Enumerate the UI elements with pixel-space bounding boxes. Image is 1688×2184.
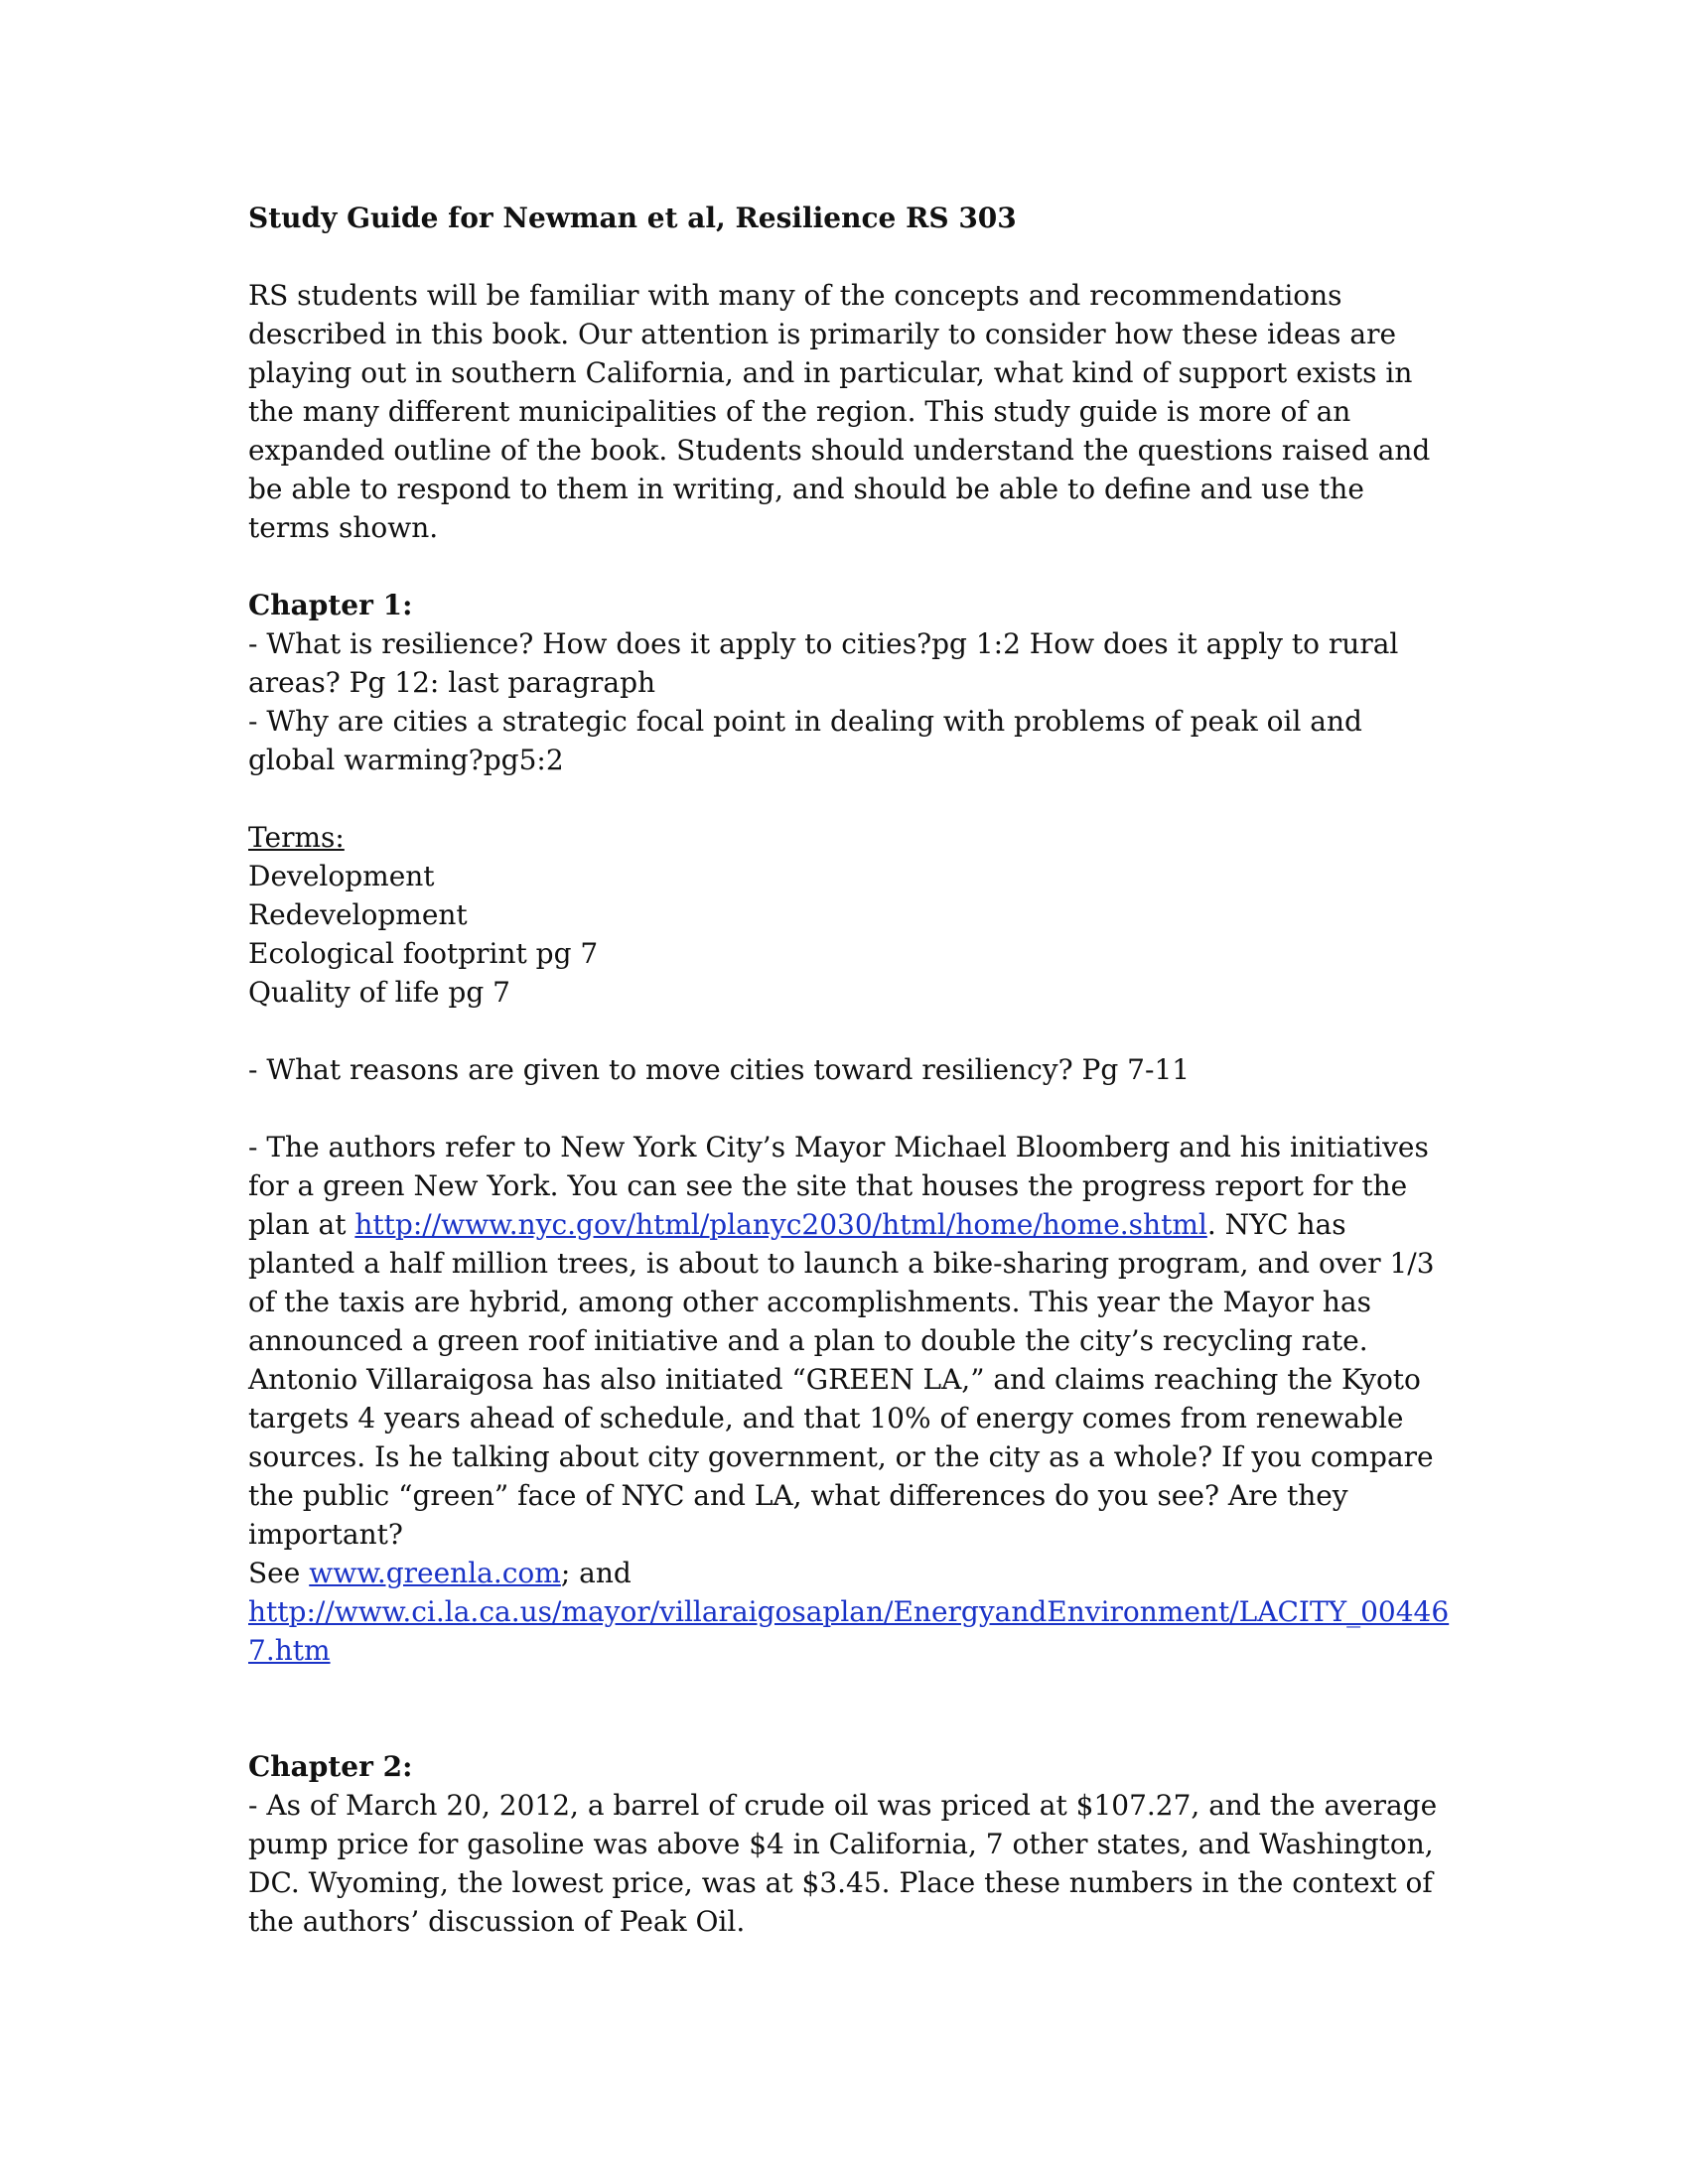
see-prefix: See [248, 1557, 310, 1589]
document-body [248, 199, 1450, 1941]
term-item: Development [248, 860, 435, 892]
chapter-2-question-1: - As of March 20, 2012, a barrel of crude oil was priced at $107.27, and the average pump price for gasoline was above $4 in California, 7 other states, and Washington, DC. Wyoming, the lowest price, was at $3.45. Place these numbers in the context of the authors’ discussion of Peak Oil. [248, 1789, 1438, 1938]
la-city-link-line [248, 1592, 1450, 1670]
spacer [248, 1089, 1450, 1128]
chapter-1-question-3: - What reasons are given to move cities toward resiliency? Pg 7-11 [248, 1053, 1191, 1086]
see-connector: ; and [560, 1557, 632, 1589]
see-links-line [248, 1554, 1450, 1592]
chapter-1-question-1: - What is resilience? How does it apply to cities?pg 1:2 How does it apply to rural areas? Pg 12: last paragraph [248, 627, 1399, 699]
terms-heading: Terms: [248, 821, 345, 854]
spacer [248, 1670, 1450, 1747]
term-item: Ecological footprint pg 7 [248, 937, 599, 970]
la-city-plan-link[interactable]: http://www.ci.la.ca.us/mayor/villaraigosaplan/EnergyandEnvironment/LACITY_004467.htm [248, 1595, 1450, 1667]
chapter-1-heading: Chapter 1: [248, 589, 413, 621]
intro-paragraph: RS students will be familiar with many of the concepts and recommendations described in this book. Our attention is primarily to consider how these ideas are playing out in southern California, and in particular, what kind of support exists in the many different municipalities of the region. This study guide is more of an expanded outline of the book. Students should understand the questions raised and be able to respond to them in writing, and should be able to define and use the terms shown. [248, 279, 1431, 544]
chapter-2-heading: Chapter 2: [248, 1750, 413, 1783]
planyc-link[interactable]: http://www.nyc.gov/html/planyc2030/html/home/home.shtml [354, 1208, 1207, 1241]
question-4-text-part-2: . NYC has planted a half million trees, is about to launch a bike-sharing program, and over 1/3 of the taxis are hybrid, among other accomplishments. This year the Mayor has announced a green roof initiative and a plan to double the city’s recycling rate. Antonio Villaraigosa has also initiated “GREEN LA,” and claims reaching the Kyoto targets 4 years ahead of schedule, and that 10% of energy comes from renewable sources. Is he talking about city government, or the city as a whole? If you compare the public “green” face of NYC and LA, what differences do you see? Are they important? [248, 1208, 1435, 1551]
spacer [248, 1012, 1450, 1050]
term-item: Redevelopment [248, 898, 468, 931]
term-item: Quality of life pg 7 [248, 976, 510, 1009]
chapter-1-question-2: - Why are cities a strategic focal point in dealing with problems of peak oil and global warming?pg5:2 [248, 705, 1362, 776]
spacer [248, 779, 1450, 818]
spacer [248, 547, 1450, 586]
chapter-1-question-4 [248, 1128, 1450, 1554]
document-title: Study Guide for Newman et al, Resilience RS 303 [248, 202, 1017, 234]
question-4-text-part-1: - The authors refer to New York City’s Mayor Michael Bloomberg and his initiatives for a green New York. You can see the site that houses the progress report for the plan at [248, 1131, 1429, 1241]
greenla-link[interactable]: www.greenla.com [309, 1557, 561, 1589]
